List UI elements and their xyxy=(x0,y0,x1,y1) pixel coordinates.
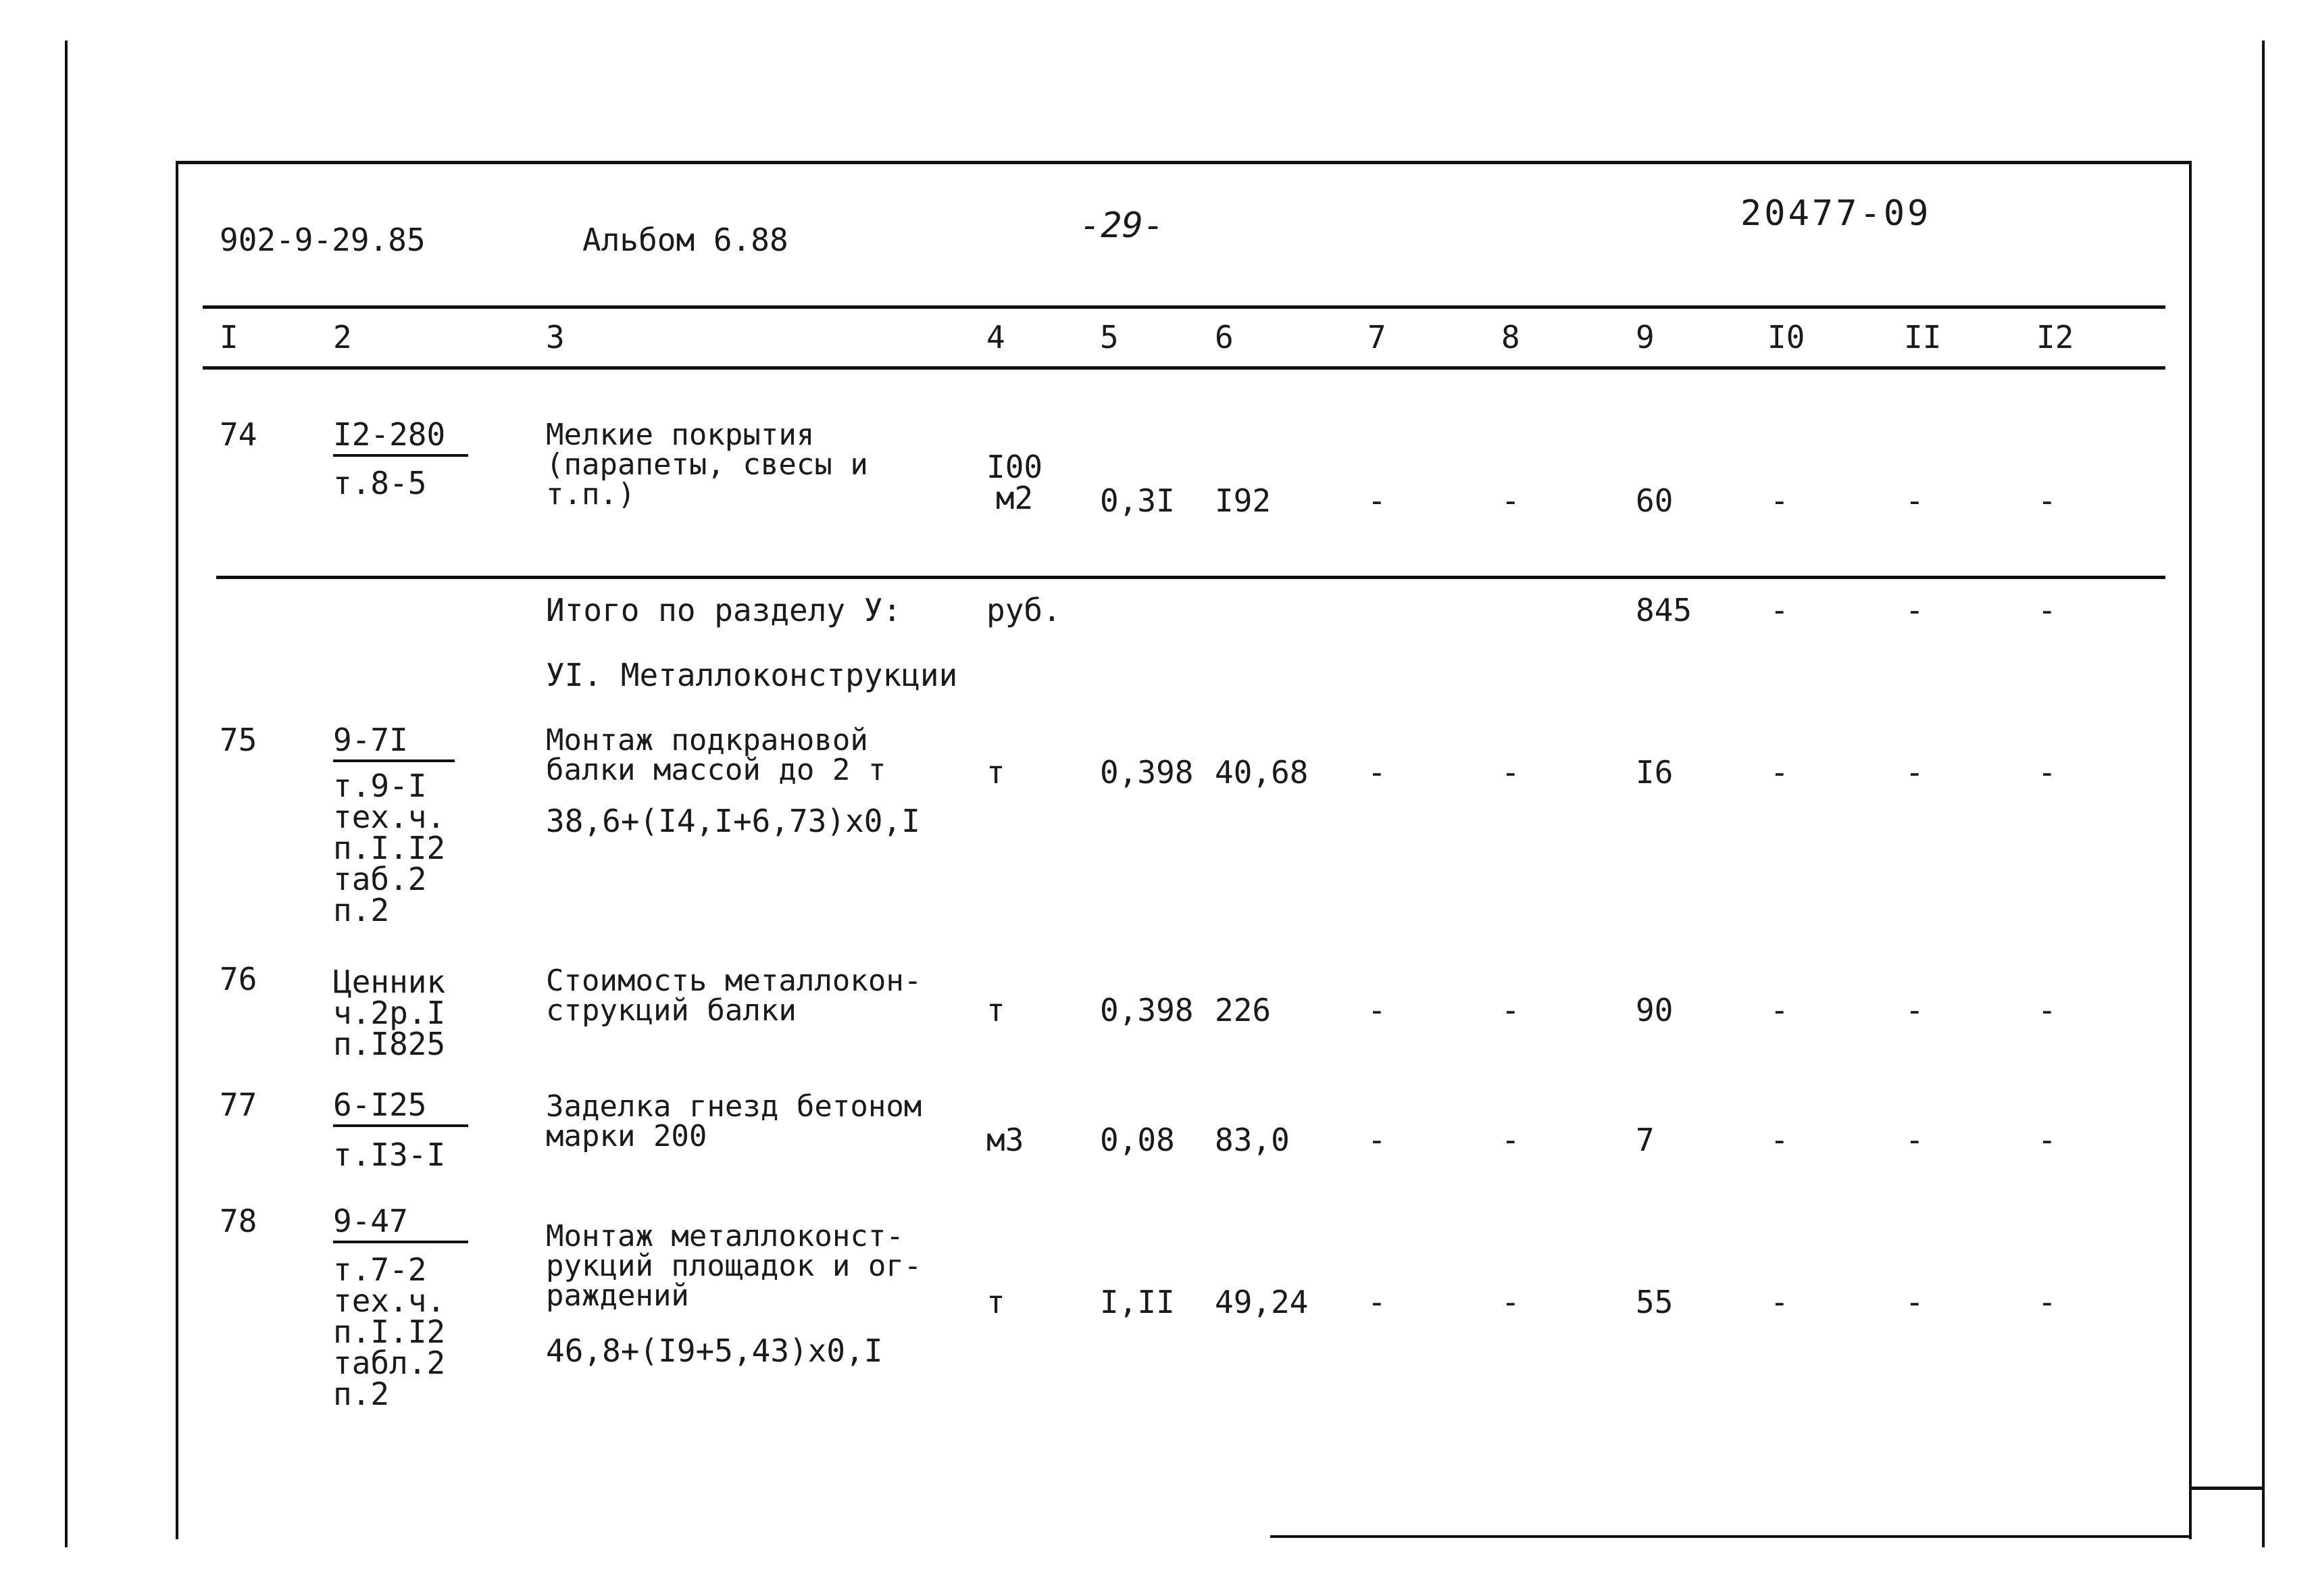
left-margin-line xyxy=(65,41,68,1547)
total-cost: 7 xyxy=(1636,1122,1655,1158)
quantity: 0,398 xyxy=(1100,754,1194,791)
cell-col8: - xyxy=(1501,1284,1520,1320)
album-label: Альбом 6.88 xyxy=(582,222,788,258)
frame-top xyxy=(176,161,2192,164)
col-header-5: 5 xyxy=(1100,319,1119,355)
calc-formula: 46,8+(I9+5,43)x0,I xyxy=(546,1332,883,1369)
unit-price: I92 xyxy=(1215,482,1272,519)
quantity: 0,08 xyxy=(1100,1122,1175,1158)
unit-price: 40,68 xyxy=(1215,754,1309,791)
cell-col12: - xyxy=(2038,754,2057,791)
cell-col12: - xyxy=(2038,482,2057,519)
subtotal-label: Итого по разделу У: xyxy=(546,592,902,628)
work-description: Монтаж металлоконст- рукций площадок и ог- раждений xyxy=(546,1219,922,1313)
work-description: Мелкие покрытия (парапеты, свесы и т.п.) xyxy=(546,418,868,512)
rate-code: 9-7I xyxy=(333,724,455,762)
row-number: 74 xyxy=(220,416,257,453)
cell-col11: - xyxy=(1905,1122,1924,1158)
subtotal-col11: - xyxy=(1905,592,1924,628)
unit: т xyxy=(986,992,1005,1028)
col-header-3: 3 xyxy=(546,319,565,355)
subtotal-unit: руб. xyxy=(986,592,1061,628)
unit-price: 49,24 xyxy=(1215,1284,1309,1320)
work-description: Заделка гнезд бетоном марки 200 xyxy=(546,1089,922,1153)
cell-col11: - xyxy=(1905,1284,1924,1320)
col-header-7: 7 xyxy=(1367,319,1386,355)
col-header-11: II xyxy=(1904,319,1942,355)
frame-bottom xyxy=(1270,1535,2192,1538)
cell-col11: - xyxy=(1905,754,1924,791)
frame-right xyxy=(2189,161,2192,1539)
cell-col7: - xyxy=(1367,1284,1386,1320)
right-margin-line xyxy=(2262,41,2265,1547)
cell-col7: - xyxy=(1367,482,1386,519)
total-cost: 60 xyxy=(1636,482,1674,519)
cell-col7: - xyxy=(1367,992,1386,1028)
cell-col10: - xyxy=(1770,1122,1789,1158)
rate-reference: т.7-2 тех.ч. п.I.I2 табл.2 п.2 xyxy=(333,1251,446,1412)
subtotal-col12: - xyxy=(2038,592,2057,628)
col-header-2: 2 xyxy=(333,319,352,355)
cell-col11: - xyxy=(1905,992,1924,1028)
unit: I00 м2 xyxy=(986,449,1043,516)
rate-reference: т.8-5 xyxy=(333,465,427,501)
subtotal-total: 845 xyxy=(1636,592,1692,628)
unit: т xyxy=(986,754,1005,791)
cell-col8: - xyxy=(1501,754,1520,791)
rate-reference: Ценник ч.2р.I п.I825 xyxy=(333,964,446,1062)
section-rule xyxy=(216,576,2165,579)
column-header-bottom-rule xyxy=(203,366,2165,370)
col-header-4: 4 xyxy=(986,319,1005,355)
cell-col8: - xyxy=(1501,1122,1520,1158)
rate-reference: т.9-I тех.ч. п.I.I2 таб.2 п.2 xyxy=(333,768,446,928)
cell-col7: - xyxy=(1367,1122,1386,1158)
unit: м3 xyxy=(986,1122,1024,1158)
frame-left xyxy=(176,161,178,1539)
rate-code: 6-I25 xyxy=(333,1089,468,1127)
sheet-number: 20477-09 xyxy=(1740,193,1932,234)
col-header-10: I0 xyxy=(1767,319,1805,355)
cell-col12: - xyxy=(2038,1284,2057,1320)
column-header-top-rule xyxy=(203,305,2165,309)
total-cost: 90 xyxy=(1636,992,1674,1028)
rate-reference: т.I3-I xyxy=(333,1137,446,1173)
frame-side-tab xyxy=(2192,1487,2263,1490)
cell-col10: - xyxy=(1770,1284,1789,1320)
cell-col10: - xyxy=(1770,754,1789,791)
unit: т xyxy=(986,1284,1005,1320)
col-header-1: I xyxy=(220,319,238,355)
row-number: 78 xyxy=(220,1203,257,1239)
cell-col11: - xyxy=(1905,482,1924,519)
cell-col8: - xyxy=(1501,482,1520,519)
quantity: 0,3I xyxy=(1100,482,1175,519)
col-header-6: 6 xyxy=(1215,319,1234,355)
cell-col10: - xyxy=(1770,992,1789,1028)
calc-formula: 38,6+(I4,I+6,73)x0,I xyxy=(546,803,920,839)
quantity: I,II xyxy=(1100,1284,1175,1320)
page-number: -29- xyxy=(1080,205,1165,246)
col-header-9: 9 xyxy=(1636,319,1655,355)
subtotal-col10: - xyxy=(1770,592,1789,628)
unit-price: 226 xyxy=(1215,992,1272,1028)
section-title: УI. Металлоконструкции xyxy=(546,657,958,693)
quantity: 0,398 xyxy=(1100,992,1194,1028)
cell-col10: - xyxy=(1770,482,1789,519)
col-header-12: I2 xyxy=(2036,319,2074,355)
rate-code: 9-47 xyxy=(333,1205,468,1243)
cell-col8: - xyxy=(1501,992,1520,1028)
unit-price: 83,0 xyxy=(1215,1122,1290,1158)
total-cost: 55 xyxy=(1636,1284,1674,1320)
row-number: 77 xyxy=(220,1087,257,1123)
work-description: Стоимость металлокон- струкций балки xyxy=(546,964,922,1028)
rate-code: I2-280 xyxy=(333,419,468,457)
col-header-8: 8 xyxy=(1501,319,1520,355)
row-number: 76 xyxy=(220,961,257,997)
total-cost: I6 xyxy=(1636,754,1674,791)
cell-col12: - xyxy=(2038,1122,2057,1158)
cell-col7: - xyxy=(1367,754,1386,791)
work-description: Монтаж подкрановой балки массой до 2 т xyxy=(546,723,886,787)
cell-col12: - xyxy=(2038,992,2057,1028)
doc-code: 902-9-29.85 xyxy=(220,222,426,258)
row-number: 75 xyxy=(220,722,257,758)
